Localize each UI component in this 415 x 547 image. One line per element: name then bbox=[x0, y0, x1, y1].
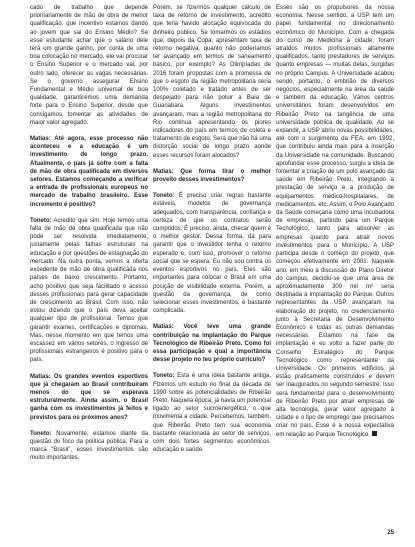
interview-question: Matias: Você teve uma grande contribuição na implantação do Parque Tecnológico de Ribeirão Preto. Como foi essa participação e qual a importância desse projeto no teu próprio currículo? bbox=[153, 324, 271, 364]
interview-question: Matias: Que forma tirar o melhor proveito desses investimentos? bbox=[153, 168, 271, 184]
interview-answer bbox=[153, 372, 271, 454]
interview-answer bbox=[30, 430, 148, 463]
page-number: 25 bbox=[387, 529, 394, 536]
answer-text: É preciso criar regras bastante estáveis, modelos de governança adequados, com transparência, confiança e certeza de que os contratos serão cumpridos. É preciso, ainda, checar quem é o melhor gestor. Dessa forma, dá para garantir que o investidor tenha o retorno esperado e, com isso, promover o retorno social que se espera. Eu não sou contra os eventos esportivos no país. Eles são importantes para colocar o Brasil em uma posição de visibilidade externa. Porém, a questão da governança, de como selecionar esses investimentos, é bastante complicada. bbox=[153, 193, 271, 315]
interview-answer bbox=[30, 217, 148, 365]
speaker-label: Toneto: bbox=[153, 373, 175, 380]
speaker-label: Toneto: bbox=[30, 430, 52, 437]
paragraph bbox=[276, 4, 394, 439]
interview-question: Matias: Até agora, esse processo não aconteceu e a educação é um investimento de longo prazo. Atualmente, o país já sofre com a falta de mão de obra qualificada em diversos setores. Estamos começando a verificar a entrada de profissionais europeus no mercado de trabalho brasileiro. Esse incremento é positivo? bbox=[30, 136, 148, 208]
interview-answer bbox=[153, 192, 271, 315]
text-column-2 bbox=[153, 4, 271, 462]
text-column-1 bbox=[30, 4, 148, 471]
speaker-label: Toneto: bbox=[153, 193, 175, 200]
paragraph: Porém, se fizermos qualquer cálculo de taxa de retorno de investimento, acredito que teria havido alocação equivocada do dinheiro público. Se tomarmos os estádios que, depois da Copa, apresentam taxa de retorno negativa, quanto não poderíamos ter avançado em termos de saneamento básico, por exemplo? As Olimpíadas de 2016 foram propostas com a promessa de que o esgoto da região metropolitana seria 100% coletado e tratado antes de ser despejado para não poluir a Baía de Guanabara. Alguns investimentos avançaram, mas a região metropolitana do Rio continua apresentando os piores indicadores do país em termos de coleta e tratamento de esgoto. Será que não há uma distorção social de longo prazo aonde esses recursos foram alocados? bbox=[153, 5, 271, 159]
paragraph: cado de trabalho que depende prioritariamente de mão de obra de menor qualificação, que incentivo estamos dando ao jovem que sai do Ensino Médio? Se esse estudante achar que o salário dele terá um grande ganho, por conta de uma boa colocação no mercado, ele vai procurar o Ensino Superior e o mercado vai, por outro lado, oferecer as vagas necessárias. Se o governo assegurar Ensino Fundamental e Médio universal de boa qualidade, garantiremos uma demanda forte para o Ensino Superior, desde que consigamos fomentar as atividades de maior valor agregado. bbox=[30, 5, 148, 126]
paragraph-text: Esses são os propulsores da nossa economia. Nesse sentido, a USP tem um papel fundamental no direcionamento econômico do Município. Com a chegada do curso de Medicina à cidade, foram atraídos muitos profissionais altamente qualificados, tanto prestadores de serviços quanto empresas — muitas delas, surgidas no próprio Campus. A Universidade acabou sendo, portanto, o embrião de diversos negócios, especialmente na área da saúde e também da educação. Vários centros universitários foram desenvolvidos em Ribeirão Preto na tangência de uma universidade pública de qualidade. Ao se expandir, a USP abriu novas possibilidades, até com o surgimento da FEA, em 1992, que contribuiu ainda mais para a inserção da Universidade na comunidade. Buscando aprofundar esse processo, surgiu a ideia de fomentar a criação de um polo avançado da saúde em Ribeirão Preto, integrando a prestação de serviço e a produção de equipamentos médico-hospitalares, de medicamentos, etc. Assim, o Polo Avançado da Saúde começaria como uma incubadora de empresas, partindo para um Parque Tecnológico, tanto para absorver as empresas quanto para atrair novos investimentos para o Município. A USP participa desde o começo do projeto, que começou efetivamente em 2001. Naquele ano, em meio à discussão do Plano Diretor do campus, decidiu-se que uma área de aproximadamente 300 mil m² seria destinada à implantação do Parque. Outros representantes da USP avançaram na elaboração do projeto, no credenciamento junto à Secretaria de Desenvolvimento Econômico e todas as outras demandas necessárias. Estamos na fase da implantação e eu volto a fazer parte do Conselho Estratégico do Parque Tecnológico como representante da Universidade. Os primeiros edifícios já estão praticamente construídos e devem ser inaugurados no segundo semestre. Isso será fundamental para o desenvolvimento de Ribeirão Preto por atrair empresas de alta tecnologia, gerar valor agregado à cidade e o tipo de emprego que precisamos criar no país. Esse é a nossa expectativa em relação ao Parque Tecnológico. bbox=[276, 5, 394, 438]
answer-text: Acredito que sim. Hoje temos uma falta de mão de obra qualificada que não pode ser resolvida imediatamente, justamente pelas falhas estruturais na educação e por questões de estagnação do mercado. Na outra ponta, vemos a oferta excedente de mão de obra qualificada nos países de baixo crescimento. Portanto, acho positivo que seja facilitado o acesso desses profissionais para gerar capacidade de crescimento ao Brasil. Com isso, não estou dizendo que o país deva aceitar qualquer tipo de profissional. Temos que garantir exames, certificações e diplomas. Mas, nesse momento em que temos uma escassez em vários setores, o ingresso de profissionais estrangeiros é positivo para o país. bbox=[30, 217, 148, 364]
speaker-label: Toneto: bbox=[30, 217, 52, 224]
end-of-article-mark bbox=[372, 431, 377, 436]
text-column-3 bbox=[276, 4, 394, 447]
answer-text: Esta é uma ideia bastante antiga. Fizemos um estudo no final da década de 1990 sobre as potencialidades de Ribeirão Preto. Naquela época, já havia um potencial ligado ao setor sucroenergético, o que movimenta a cidade. Percebemos, também, que Ribeirão Preto tem sua economia bastante relacionada ao setor de serviços, com dois fortes segmentos econômicos: educação e saúde. bbox=[153, 373, 271, 454]
answer-text: Novamente, estamos diante da questão do foco da política pública. Para a marca “Brasil”, esses investimentos são muito importantes. bbox=[30, 430, 148, 462]
interview-question: Matias: Os grandes eventos esportivos que já chegaram ao Brasil contribuíram menos do que se esperava estruturalmente. Ainda assim, o Brasil ganha com os investimentos já feitos e previstos para os próximos anos? bbox=[30, 373, 148, 421]
